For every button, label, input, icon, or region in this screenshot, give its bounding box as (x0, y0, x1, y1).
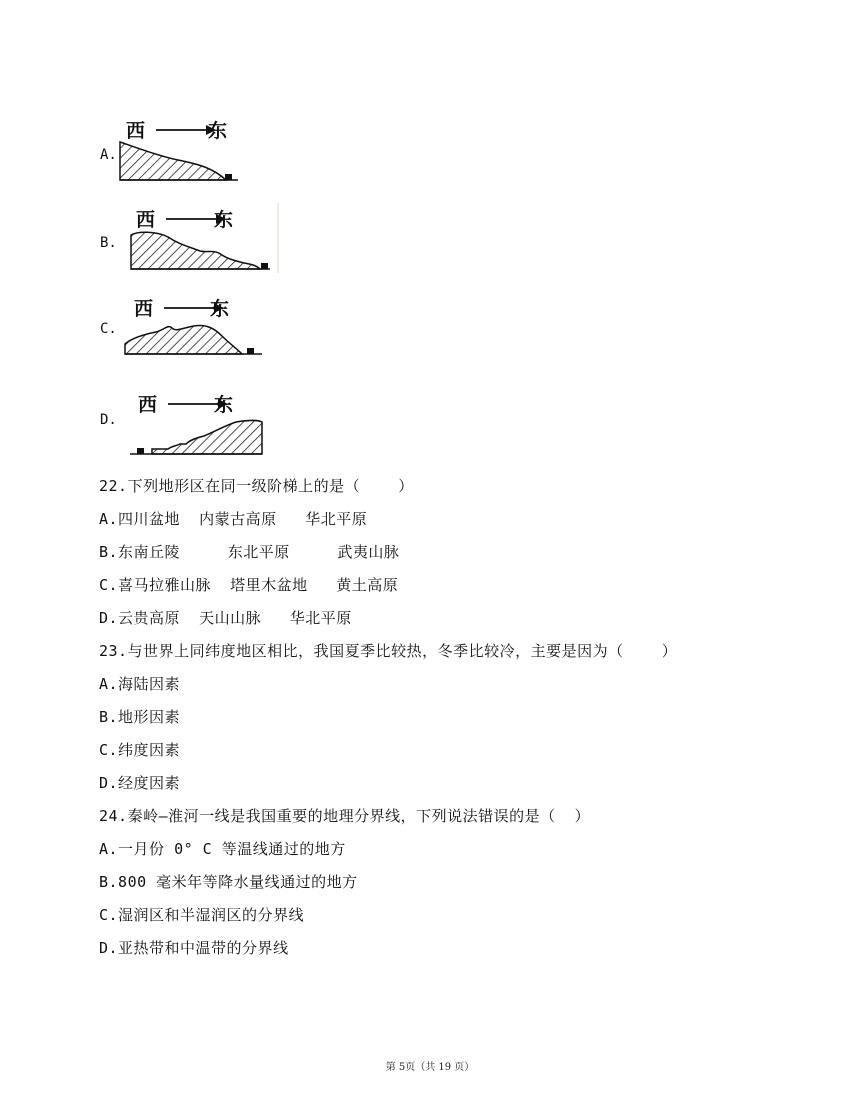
question-22-option-b: B.东南丘陵 东北平原 武夷山脉 (99, 543, 400, 561)
question-24-option-a: A.一月份 0° C 等温线通过的地方 (99, 840, 346, 858)
terrain-profile-d (128, 418, 268, 458)
west-label: 西 (134, 298, 154, 320)
terrain-profile-a (118, 140, 243, 184)
option-d-letter: D. (100, 412, 117, 428)
west-label: 西 (126, 120, 146, 142)
page-number-footer: 第 5页（共 19 页） (385, 1062, 475, 1073)
option-a-letter: A. (100, 147, 117, 163)
east-label: 东 (214, 209, 234, 231)
question-22-option-a: A.四川盆地 内蒙古高原 华北平原 (99, 510, 368, 528)
question-23-option-d: D.经度因素 (99, 774, 181, 792)
east-label: 东 (208, 120, 228, 142)
question-22-option-c: C.喜马拉雅山脉 塔里木盆地 黄土高原 (99, 576, 399, 594)
question-24-stem: 24.秦岭—淮河一线是我国重要的地理分界线，下列说法错误的是（ ） (99, 807, 591, 825)
option-c-letter: C. (100, 321, 117, 337)
question-23-option-a: A.海陆因素 (99, 675, 181, 693)
question-23-option-b: B.地形因素 (99, 708, 181, 726)
question-22-option-d: D.云贵高原 天山山脉 华北平原 (99, 609, 352, 627)
east-label: 东 (210, 298, 230, 320)
question-24-option-d: D.亚热带和中温带的分界线 (99, 939, 289, 957)
east-arrow-icon (156, 124, 216, 136)
terrain-profile-c (122, 318, 267, 358)
terrain-profile-b (128, 229, 278, 273)
question-24-option-c: C.湿润区和半湿润区的分界线 (99, 906, 305, 924)
question-23-option-c: C.纬度因素 (99, 741, 181, 759)
west-label: 西 (138, 394, 158, 416)
question-23-stem: 23.与世界上同纬度地区相比，我国夏季比较热，冬季比较冷，主要是因为（ ） (99, 642, 678, 660)
question-22-stem: 22.下列地形区在同一级阶梯上的是（ ） (99, 477, 414, 495)
question-24-option-b: B.800 毫米年等降水量线通过的地方 (99, 873, 358, 891)
east-label: 东 (214, 394, 234, 416)
west-label: 西 (136, 209, 156, 231)
option-b-letter: B. (100, 235, 117, 251)
